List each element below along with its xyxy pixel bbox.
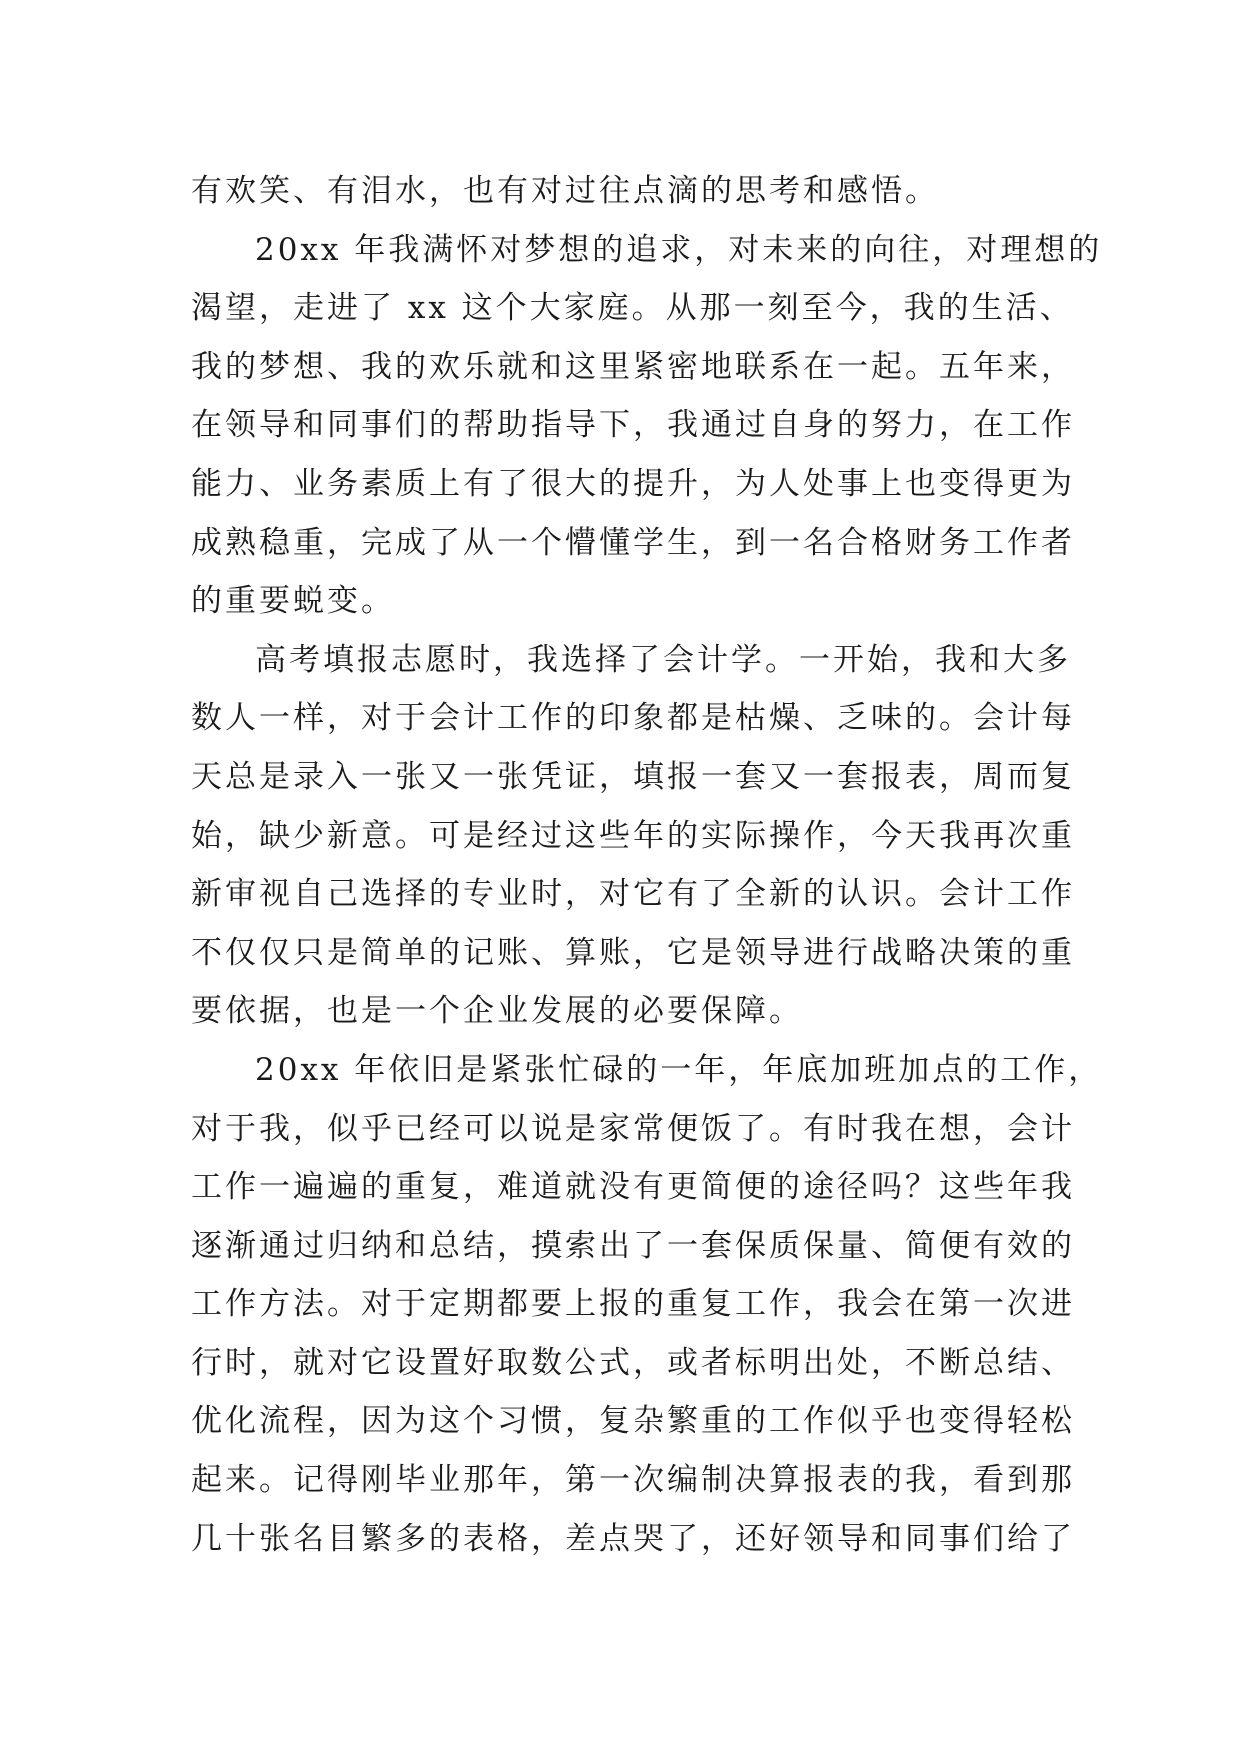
text-line: 不仅仅只是简单的记账、算账，它是领导进行战略决策的重	[191, 934, 1075, 971]
text-line: 成熟稳重，完成了从一个懵懂学生，到一名合格财务工作者	[191, 524, 1075, 561]
text-line: 渴望，走进了 xx 这个大家庭。从那一刻至今，我的生活、	[191, 290, 1074, 327]
text-line: 起来。记得刚毕业那年，第一次编制决算报表的我，看到那	[191, 1462, 1075, 1499]
text-line: 20xx 年我满怀对梦想的追求，对未来的向往，对理想的	[255, 231, 1103, 268]
text-line: 在领导和同事们的帮助指导下，我通过自身的努力，在工作	[191, 407, 1075, 444]
text-line: 对于我，似乎已经可以说是家常便饭了。有时我在想，会计	[191, 1110, 1075, 1147]
text-line: 我的梦想、我的欢乐就和这里紧密地联系在一起。五年来，	[191, 348, 1075, 385]
text-line: 新审视自己选择的专业时，对它有了全新的认识。会计工作	[191, 876, 1075, 913]
text-line: 逐渐通过归纳和总结，摸索出了一套保质保量、简便有效的	[191, 1227, 1075, 1264]
text-line: 工作方法。对于定期都要上报的重复工作，我会在第一次进	[191, 1286, 1075, 1323]
text-line: 20xx 年依旧是紧张忙碌的一年，年底加班加点的工作，	[255, 1051, 1103, 1088]
text-line: 能力、业务素质上有了很大的提升，为人处事上也变得更为	[191, 465, 1075, 502]
text-line: 优化流程，因为这个习惯，复杂繁重的工作似乎也变得轻松	[191, 1403, 1075, 1440]
text-line: 天总是录入一张又一张凭证，填报一套又一套报表，周而复	[191, 758, 1075, 795]
text-line: 高考填报志愿时，我选择了会计学。一开始，我和大多	[255, 641, 1071, 678]
body-text	[191, 162, 1103, 1568]
text-line: 数人一样，对于会计工作的印象都是枯燥、乏味的。会计每	[191, 700, 1075, 737]
text-line: 始，缺少新意。可是经过这些年的实际操作，今天我再次重	[191, 817, 1075, 854]
text-line: 行时，就对它设置好取数公式，或者标明出处，不断总结、	[191, 1344, 1075, 1381]
text-line: 的重要蜕变。	[191, 583, 395, 620]
text-line: 工作一遍遍的重复，难道就没有更简便的途径吗？这些年我	[191, 1169, 1075, 1206]
text-line: 要依据，也是一个企业发展的必要保障。	[191, 993, 803, 1030]
text-line: 有欢笑、有泪水，也有对过往点滴的思考和感悟。	[191, 173, 939, 209]
text-line: 几十张名目繁多的表格，差点哭了，还好领导和同事们给了	[191, 1520, 1075, 1557]
